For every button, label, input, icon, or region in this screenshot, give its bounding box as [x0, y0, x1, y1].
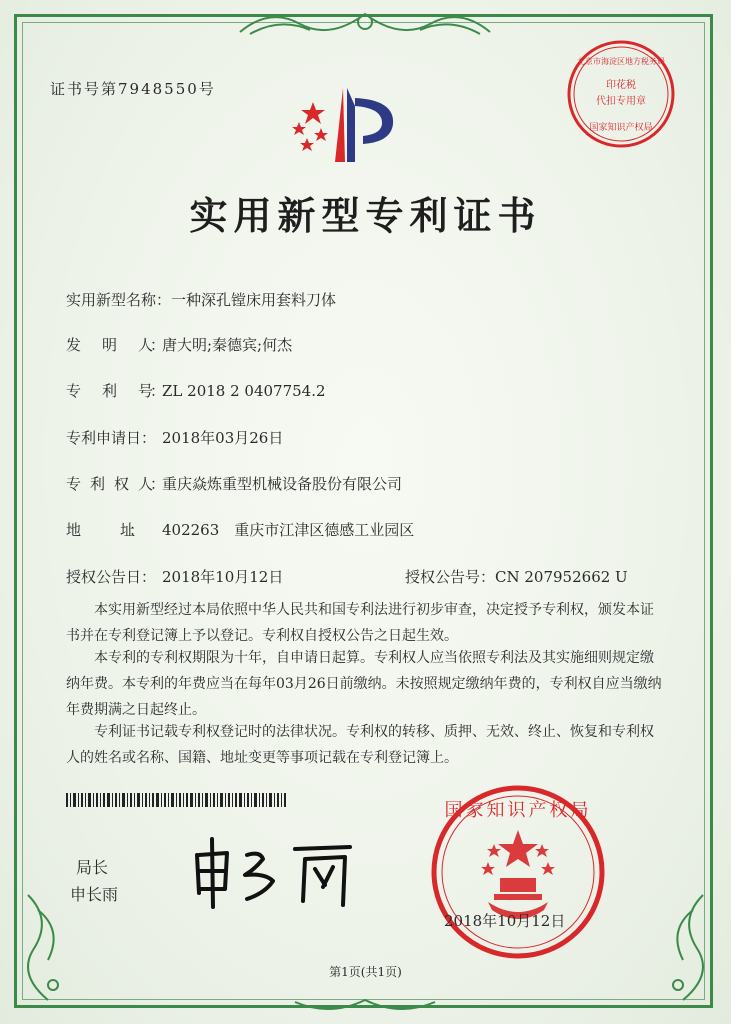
- patent-office-logo: [285, 80, 415, 170]
- signatory-name: 申长雨: [70, 885, 119, 904]
- field-patent-number-value: ZL 2018 2 0407754.2: [162, 382, 326, 400]
- seal-date: 2018年10月12日: [444, 912, 566, 930]
- bottom-ornament: [290, 992, 440, 1018]
- field-grant-date-label: 授权公告日：: [66, 568, 157, 586]
- field-grant-number-value: CN 207952662 U: [495, 568, 628, 586]
- certificate-number: 证书号第7948550号: [50, 80, 216, 98]
- field-address-value: 402263 重庆市江津区德感工业园区: [162, 521, 415, 539]
- field-filing-date: [66, 427, 283, 448]
- field-patent-number-label: 专 利 号：: [66, 382, 163, 400]
- national-ip-seal: [428, 782, 608, 962]
- paragraph-2: 本专利的专利权期限为十年，自申请日起算。专利权人应当依照专利法及其实施细则规定缴纳年费。本专利的年费应当在每年03月26日前缴纳。未按照规定缴纳年费的，专利权自应当缴纳年费期满之日起终止。: [66, 650, 662, 718]
- field-grant-number: [405, 566, 628, 587]
- paragraph-1: 本实用新型经过本局依照中华人民共和国专利法进行初步审查，决定授予专利权，颁发本证书并在专利登记簿上予以登记。专利权自授权公告之日起生效。: [66, 602, 654, 644]
- field-patentee-value: 重庆焱炼重型机械设备股份有限公司: [162, 475, 403, 493]
- seal-text: 国家知识产权局: [444, 800, 592, 821]
- field-address-label: 地 址：: [66, 521, 139, 539]
- field-filing-date-value: 2018年03月26日: [162, 429, 284, 447]
- field-patentee: [66, 473, 402, 494]
- field-grant-date-value: 2018年10月12日: [162, 568, 284, 586]
- tax-stamp-line4: 国家知识产权局: [589, 123, 653, 133]
- field-inventor-label: 发 明 人：: [66, 336, 163, 354]
- field-name-label: 实用新型名称：: [66, 291, 172, 309]
- tax-stamp-seal: [565, 38, 677, 150]
- field-grant-number-label: 授权公告号：: [405, 568, 496, 586]
- field-inventor: [66, 334, 292, 355]
- field-address: [66, 519, 414, 540]
- field-filing-date-label: 专利申请日：: [66, 429, 157, 447]
- field-name: [66, 289, 336, 310]
- certificate-title: 实用新型专利证书: [189, 193, 542, 238]
- field-patentee-label: 专 利 权 人：: [66, 475, 163, 493]
- corner-ornament-bottom-left: [18, 890, 88, 1010]
- barcode: [66, 793, 286, 807]
- field-inventor-value: 唐大明;秦德宾;何杰: [162, 336, 293, 354]
- paragraph-3: 专利证书记载专利权登记时的法律状况。专利权的转移、质押、无效、终止、恢复和专利权人的姓名或名称、国籍、地址变更等事项记载在专利登记簿上。: [66, 724, 654, 766]
- tax-stamp-line2: 印花税: [606, 80, 636, 91]
- handwritten-signature: [185, 825, 365, 915]
- field-name-value: 一种深孔镗床用套料刀体: [171, 291, 337, 309]
- top-ornament: [230, 2, 500, 42]
- corner-ornament-bottom-right: [643, 890, 713, 1010]
- field-patent-number: [66, 380, 326, 401]
- tax-stamp-line3: 代扣专用章: [596, 96, 646, 107]
- field-grant-date: [66, 566, 283, 587]
- page-number: 第1页(共1页): [329, 965, 402, 979]
- tax-stamp-line1: 北京市海淀区地方税务局: [577, 57, 665, 66]
- signatory-title: 局长: [76, 858, 109, 877]
